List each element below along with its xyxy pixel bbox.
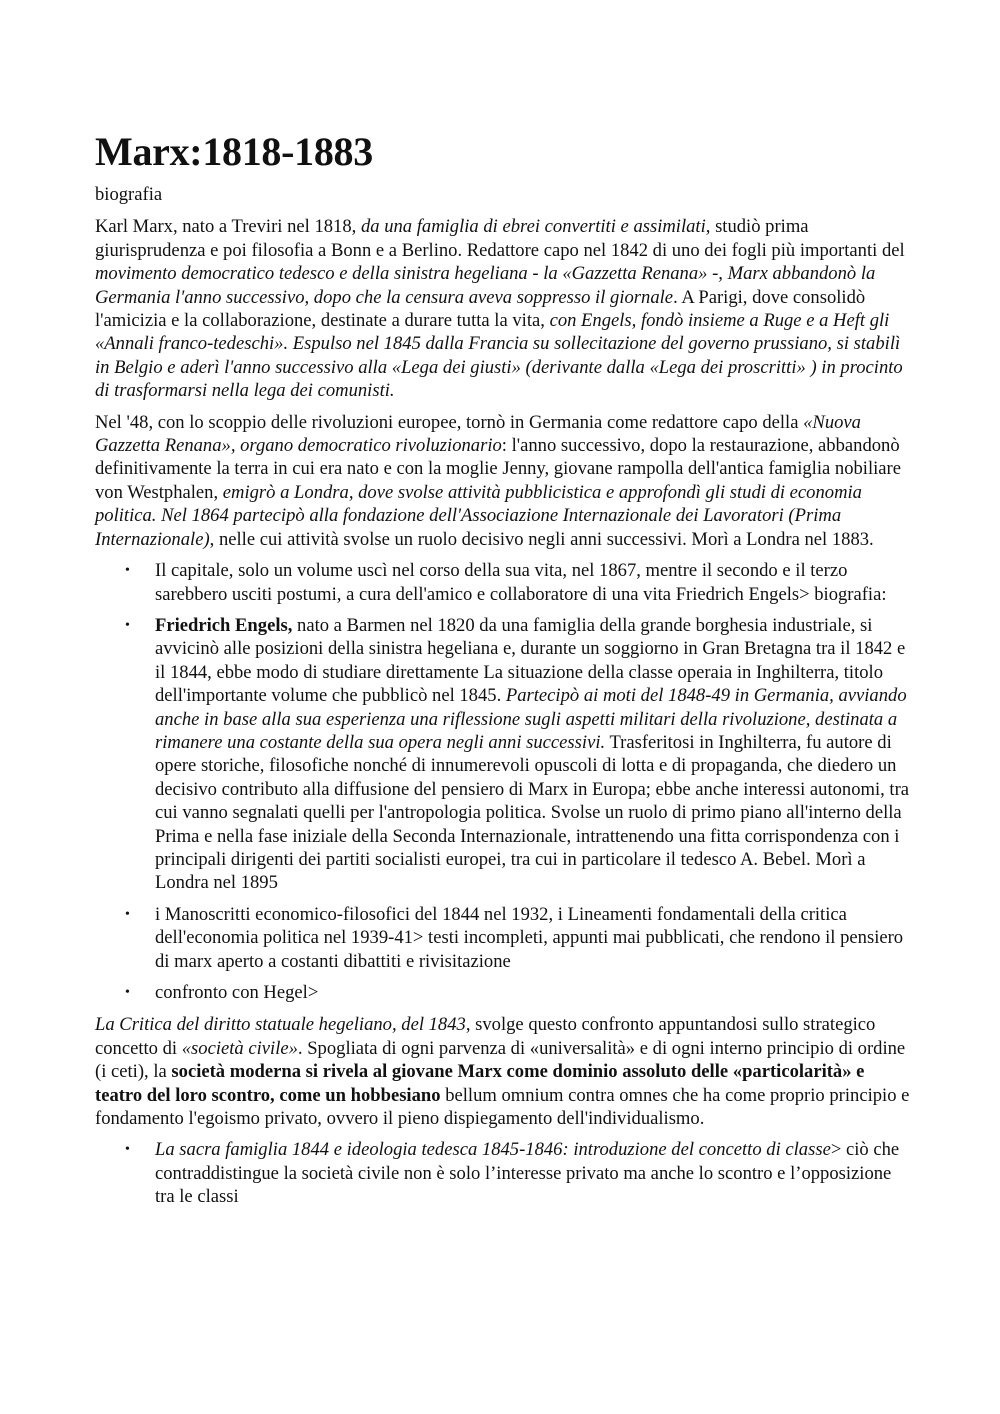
bullet-icon: • — [125, 906, 130, 922]
italic-text: «Nuova Gazzetta Renana», organo democratico rivoluzionario — [95, 411, 861, 457]
list-item — [125, 1138, 913, 1208]
list-item-text: confronto con Hegel> — [155, 982, 319, 1003]
bullet-icon: • — [125, 985, 130, 1000]
paragraph-hegel-critique — [95, 1013, 913, 1130]
bullet-list-class-concept — [95, 1138, 913, 1208]
list-item-text: Il capitale, solo un volume uscì nel corso della sua vita, nel 1867, mentre il secondo e il terzo sarebbero usciti postumi, a cura dell'amico e collaboratore di una vita Friedrich Engels> biografia: — [155, 560, 887, 605]
text-run: , nelle cui attività svolse un ruolo decisivo negli anni successivi. Morì a Londra nel 1883. — [209, 528, 874, 550]
text-run: , svolge questo confronto appuntandosi sullo strategico concetto di — [95, 1014, 876, 1059]
subtitle: biografia — [95, 184, 163, 205]
italic-text: emigrò a Londra, dove svolse attività pubblicistica e approfondì gli studi di economia politica. Nel 1864 partecipò alla fondazione dell'Associazione Internazionale dei Lavoratori (Prima Internazionale) — [95, 481, 862, 550]
document-page — [95, 128, 913, 1218]
bullet-icon: • — [125, 1142, 130, 1158]
text-run: bellum omnium contra omnes che ha come proprio principio e fondamento l'egoismo privato, ovvero il pieno dispiegamento dell'individualismo. — [95, 1084, 910, 1130]
list-item — [125, 981, 913, 1004]
text-run: Trasferitosi in Inghilterra, fu autore di opere storiche, filosofiche nonché di innumerevoli opuscoli di lotta e di propaganda, che diedero un decisivo contributo alla diffusione del pensiero di Marx in Europa; ebbe anche interessi autonomi, tra cui vanno segnalati quelli per l'antropologia politica. Svolse un ruolo di primo piano all'interno della Prima e nella fase iniziale della Seconda Internazionale, intrattenendo una fitta corrispondenza con i principali dirigenti dei partiti socialisti europei, tra cui in particolare il tedesco A. Bebel. Morì a Londra nel 1895 — [155, 731, 910, 894]
text-run: , studiò prima giurisprudenza e poi filosofia a Bonn e a Berlino. Redattore capo nel 1842 di uno dei fogli più importanti del — [95, 216, 905, 261]
text-run: Karl Marx, nato a Treviri nel 1818, — [95, 216, 361, 238]
paragraph-biography-1 — [95, 215, 913, 402]
italic-text: Partecipò ai moti del 1848-49 in Germania, avviando anche in base alla sua esperienza una riflessione sugli aspetti militari della rivoluzione, destinata a rimanere una costante della sua opera negli anni successivi. — [155, 685, 907, 753]
italic-text: movimento democratico tedesco e della sinistra hegeliana - la «Gazzetta Renana» -, Marx abbandonò la Germania l'anno successivo, dopo che la censura aveva soppresso il giornale — [95, 263, 876, 308]
bullet-list-works — [95, 559, 913, 1004]
bold-text: Friedrich Engels, — [155, 614, 293, 636]
page-title: Marx:1818-1883 — [95, 129, 373, 174]
italic-text: con Engels, fondò insieme a Ruge e a Heft gli «Annali franco-tedeschi». Espulso nel 1845 dalla Francia su sollecitazione del governo prussiano, si stabilì in Belgio e aderì l'anno successivo alla «Lega dei giusti» (derivante dalla «Lega dei proscritti» ) in procinto di trasformarsi nella lega dei comunisti. — [95, 310, 903, 402]
text-run: nato a Barmen nel 1820 da una famiglia della grande borghesia industriale, si avvicinò alle posizioni della sinistra hegeliana e, durante un soggiorno in Gran Bretagna tra il 1842 e il 1844, ebbe modo di studiare direttamente La situazione della classe operaia in Inghilterra, titolo dell'importante volume che pubblicò nel 1845. — [155, 614, 906, 707]
italic-text: da una famiglia di ebrei convertiti e assimilati — [360, 216, 706, 238]
italic-text: «società civile» — [181, 1037, 298, 1059]
text-run: : l'anno successivo, dopo la restaurazione, abbandonò definitivamente la terra in cui era nato e con la moglie Jenny, giovane rampolla dell'antica famiglia nobiliare von Westphalen, — [95, 435, 902, 503]
paragraph-biography-2 — [95, 411, 913, 551]
text-run: > ciò che contraddistingue la società civile non è solo l’interesse privato ma anche lo scontro e l’opposizione tra le classi — [155, 1139, 900, 1208]
bold-text: società moderna si rivela al giovane Marx come dominio assoluto delle «particolarità» e teatro del loro scontro, come un hobbesiano — [95, 1061, 865, 1106]
list-item — [125, 559, 913, 606]
text-run: Nel '48, con lo scoppio delle rivoluzioni europee, tornò in Germania come redattore capo della — [95, 411, 804, 433]
list-item-text: i Manoscritti economico-filosofici del 1844 nel 1932, i Lineamenti fondamentali della critica dell'economia politica nel 1939-41> testi incompleti, appunti mai pubblicati, che rendono il pensiero di marx aperto a costanti dibattiti e rivisitazione — [155, 903, 904, 972]
italic-text: La sacra famiglia 1844 e ideologia tedesca 1845-1846: introduzione del concetto di classe — [155, 1139, 831, 1161]
bullet-icon: • — [125, 563, 130, 579]
bullet-icon: • — [125, 617, 130, 633]
text-run: . A Parigi, dove consolidò l'amicizia e la collaborazione, destinate a durare tutta la vita, — [95, 286, 866, 332]
italic-text: La Critica del diritto statuale hegeliano, del 1843 — [95, 1014, 466, 1036]
text-run: . Spogliata di ogni parvenza di «universalità» e di ogni interno principio di ordine (i ceti), la — [95, 1037, 906, 1083]
list-item — [125, 903, 913, 973]
list-item — [125, 614, 913, 895]
